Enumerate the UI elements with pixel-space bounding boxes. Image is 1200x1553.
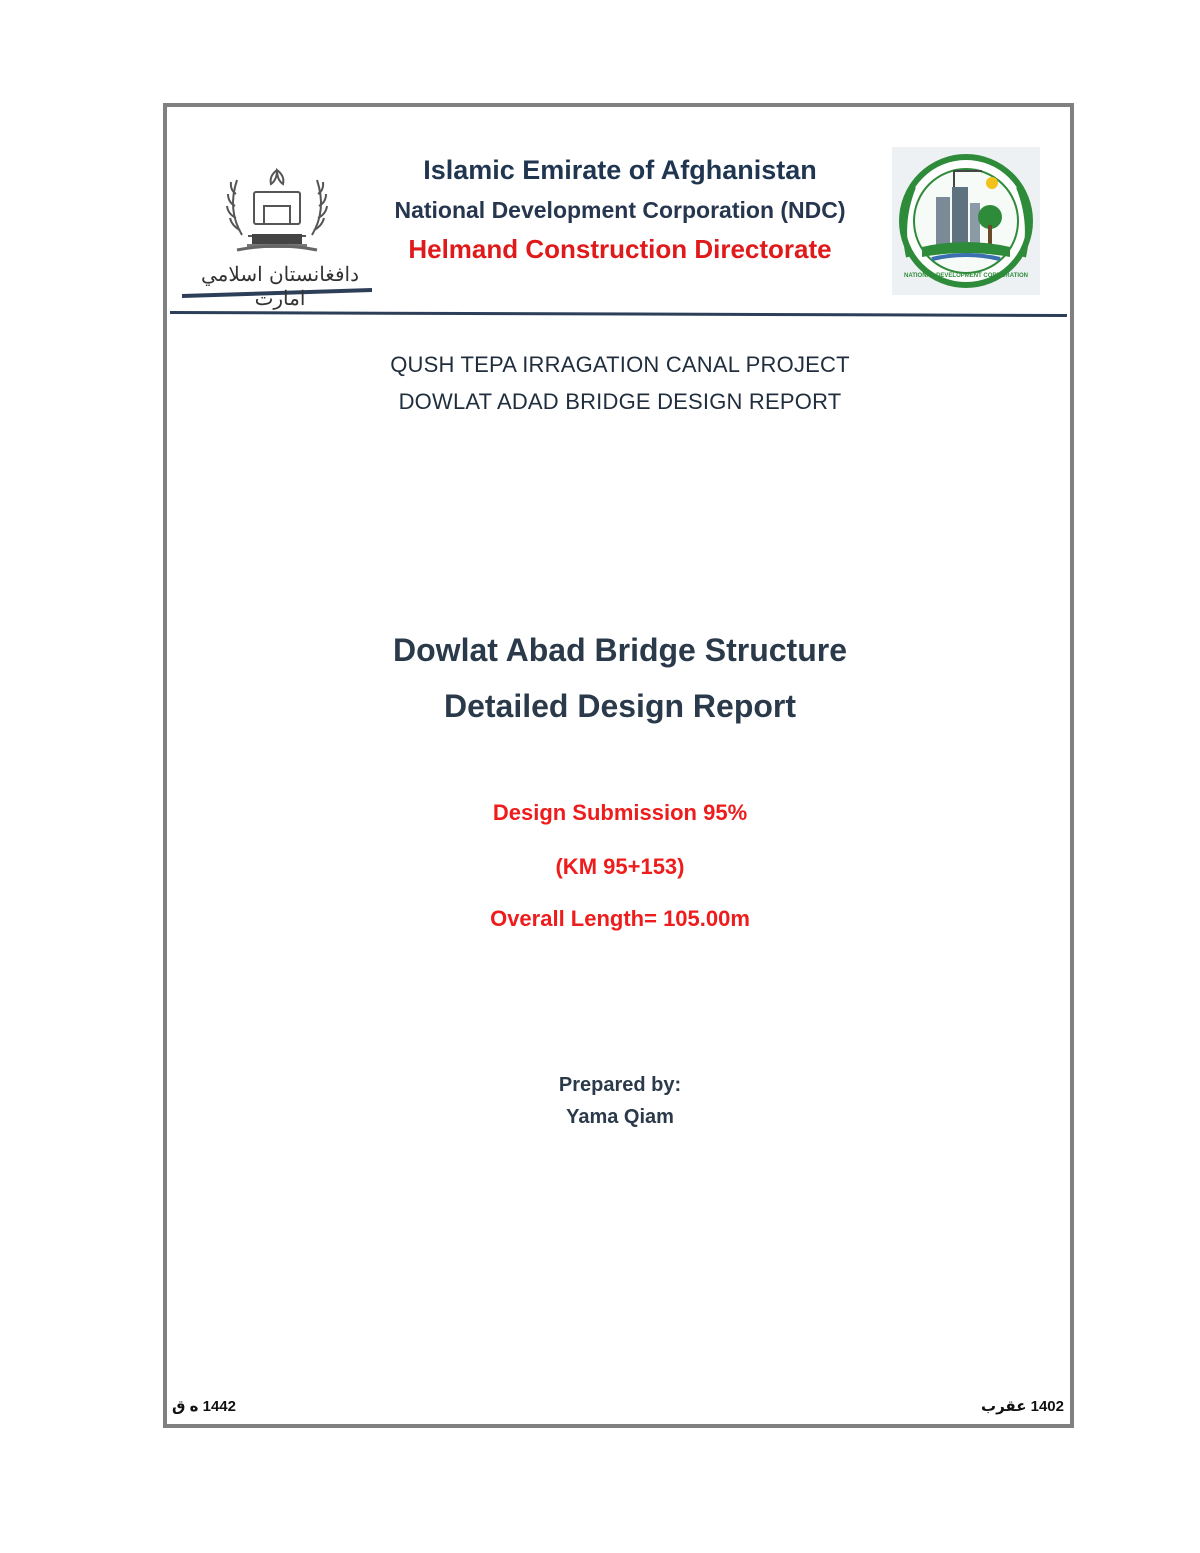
submission-length: Overall Length= 105.00m <box>490 906 750 931</box>
emblem-caption: دافغانستان اسلامي امارت <box>201 262 359 310</box>
logo-caption: NATIONAL DEVELOPMENT CORPORATION <box>903 273 1028 279</box>
prepared-by-label: Prepared by: <box>558 1074 682 1096</box>
footer-hijri-date: 1442 ه ق <box>172 1398 236 1415</box>
ndc-logo <box>892 147 1040 295</box>
header-divider <box>170 308 1067 318</box>
submission-chainage: (KM 95+153) <box>555 854 685 879</box>
report-title-line-2: Detailed Design Report <box>443 688 797 724</box>
submission-status: Design Submission 95% <box>492 800 748 825</box>
report-title-line-1: Dowlat Abad Bridge Structure <box>393 632 847 668</box>
header-directorate: Helmand Construction Directorate <box>408 234 832 264</box>
header-subtitle: National Development Corporation (NDC) <box>394 197 846 223</box>
header-title: Islamic Emirate of Afghanistan <box>423 155 817 185</box>
project-line-2: DOWLAT ADAD BRIDGE DESIGN REPORT <box>398 389 842 414</box>
prepared-by-name: Yama Qiam <box>566 1106 674 1128</box>
footer-solar-date: 1402 عقرب <box>981 1398 1064 1415</box>
project-line-1: QUSH TEPA IRRAGATION CANAL PROJECT <box>390 352 850 377</box>
